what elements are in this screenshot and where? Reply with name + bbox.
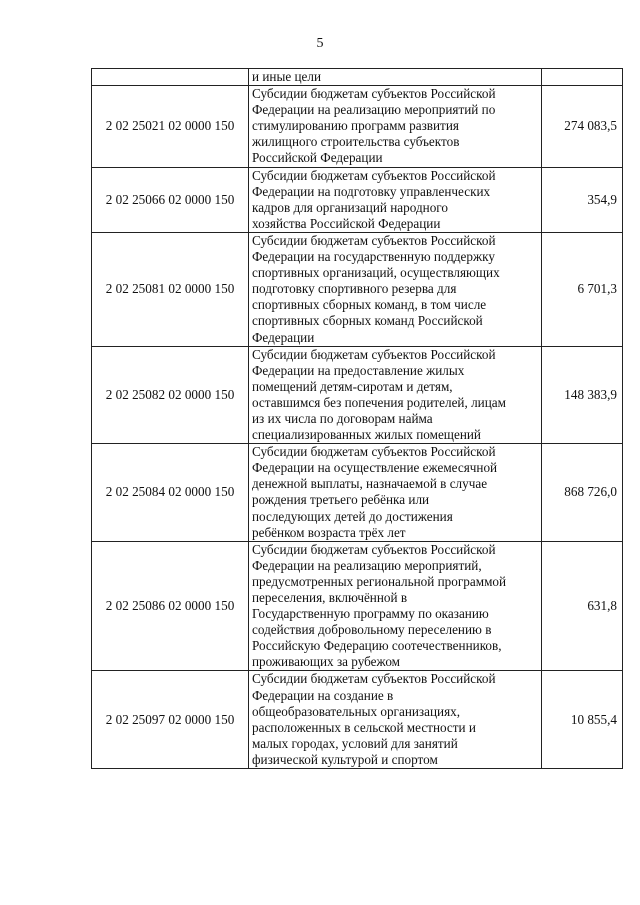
description-line: физической культурой и спортом (252, 751, 438, 767)
description-line: помещений детям-сиротам и детям, (252, 378, 453, 394)
description-line: подготовку спортивного резерва для (252, 281, 457, 297)
description-cell (249, 86, 542, 167)
budget-table-body (92, 69, 623, 769)
description-cell (249, 232, 542, 346)
amount-cell: 10 855,4 (542, 671, 623, 769)
table-row (92, 346, 623, 444)
description-line: переселения, включённой в (252, 590, 408, 605)
amount-cell: 631,8 (542, 541, 623, 671)
table-row (92, 232, 623, 346)
description-cell (249, 69, 542, 86)
description-line: кадров для организаций народного (252, 199, 448, 215)
description-line: Федерации на реализацию мероприятий по (252, 102, 496, 118)
description-line: Федерации на осуществление ежемесячной (252, 460, 498, 476)
description-line: Субсидии бюджетам субъектов Российской (252, 444, 496, 460)
code-cell: 2 02 25086 02 0000 150 (92, 541, 249, 671)
description-line: Федерации на предоставление жилых (252, 362, 465, 378)
description-line: Государственную программу по оказанию (252, 606, 489, 622)
description-line: хозяйства Российской Федерации (252, 215, 441, 231)
description-line: спортивных сборных команд Российской (252, 313, 483, 329)
description-line: Субсидии бюджетам субъектов Российской (252, 232, 496, 248)
code-cell: 2 02 25084 02 0000 150 (92, 444, 249, 542)
amount-cell (542, 69, 623, 86)
description-cell (249, 346, 542, 444)
description-line: проживающих за рубежом (252, 654, 401, 670)
amount-cell: 148 383,9 (542, 346, 623, 444)
description-cell (249, 541, 542, 671)
code-cell (92, 69, 249, 86)
description-line: Субсидии бюджетам субъектов Российской (252, 346, 496, 362)
code-cell: 2 02 25081 02 0000 150 (92, 232, 249, 346)
description-line: предусмотренных региональной программой (252, 573, 507, 589)
description-line: денежной выплаты, назначаемой в случае (252, 476, 488, 492)
description-line: малых городах, условий для занятий (252, 735, 458, 751)
budget-table (91, 68, 623, 769)
page-number: 5 (316, 36, 324, 51)
description-line: из их числа по договорам найма (252, 410, 433, 426)
description-line: Федерации на подготовку управленческих (252, 183, 491, 199)
description-line: рождения третьего ребёнка или (252, 492, 430, 508)
table-row (92, 86, 623, 167)
description-line: содействия добровольному переселению в (252, 622, 492, 638)
description-line: Российскую Федерацию соотечественников, (252, 638, 502, 654)
description-cell (249, 167, 542, 232)
table-row (92, 541, 623, 671)
description-line: Федерации на создание в (252, 687, 394, 703)
description-line: стимулированию программ развития (252, 118, 459, 134)
description-line: Субсидии бюджетам субъектов Российской (252, 541, 496, 557)
table-row-continuation (92, 69, 623, 86)
description-line: Федерации на государственную поддержку (252, 249, 495, 265)
description-line: и иные цели (252, 69, 322, 84)
code-cell: 2 02 25021 02 0000 150 (92, 86, 249, 167)
description-cell (249, 671, 542, 769)
amount-cell: 274 083,5 (542, 86, 623, 167)
description-line: последующих детей до достижения (252, 508, 453, 524)
amount-cell: 6 701,3 (542, 232, 623, 346)
code-cell: 2 02 25097 02 0000 150 (92, 671, 249, 769)
description-cell (249, 444, 542, 542)
description-line: Федерации на реализацию мероприятий, (252, 557, 482, 573)
description-line: ребёнком возраста трёх лет (252, 524, 406, 540)
amount-cell: 354,9 (542, 167, 623, 232)
amount-cell: 868 726,0 (542, 444, 623, 542)
description-line: Субсидии бюджетам субъектов Российской (252, 86, 496, 102)
description-line: Российской Федерации (252, 150, 383, 166)
description-line: Субсидии бюджетам субъектов Российской (252, 167, 496, 183)
table-row (92, 671, 623, 769)
code-cell: 2 02 25082 02 0000 150 (92, 346, 249, 444)
description-line: спортивных организаций, осуществляющих (252, 265, 500, 281)
description-line: специализированных жилых помещений (252, 427, 481, 443)
description-line: общеобразовательных организациях, (252, 703, 461, 719)
description-line: спортивных сборных команд, в том числе (252, 297, 487, 313)
description-line: расположенных в сельской местности и (252, 719, 476, 735)
description-line: Субсидии бюджетам субъектов Российской (252, 671, 496, 687)
table-row (92, 167, 623, 232)
description-line: Федерации (252, 329, 315, 345)
table-row (92, 444, 623, 542)
description-line: жилищного строительства субъектов (252, 134, 460, 150)
description-line: оставшимся без попечения родителей, лицам (252, 394, 506, 410)
code-cell: 2 02 25066 02 0000 150 (92, 167, 249, 232)
